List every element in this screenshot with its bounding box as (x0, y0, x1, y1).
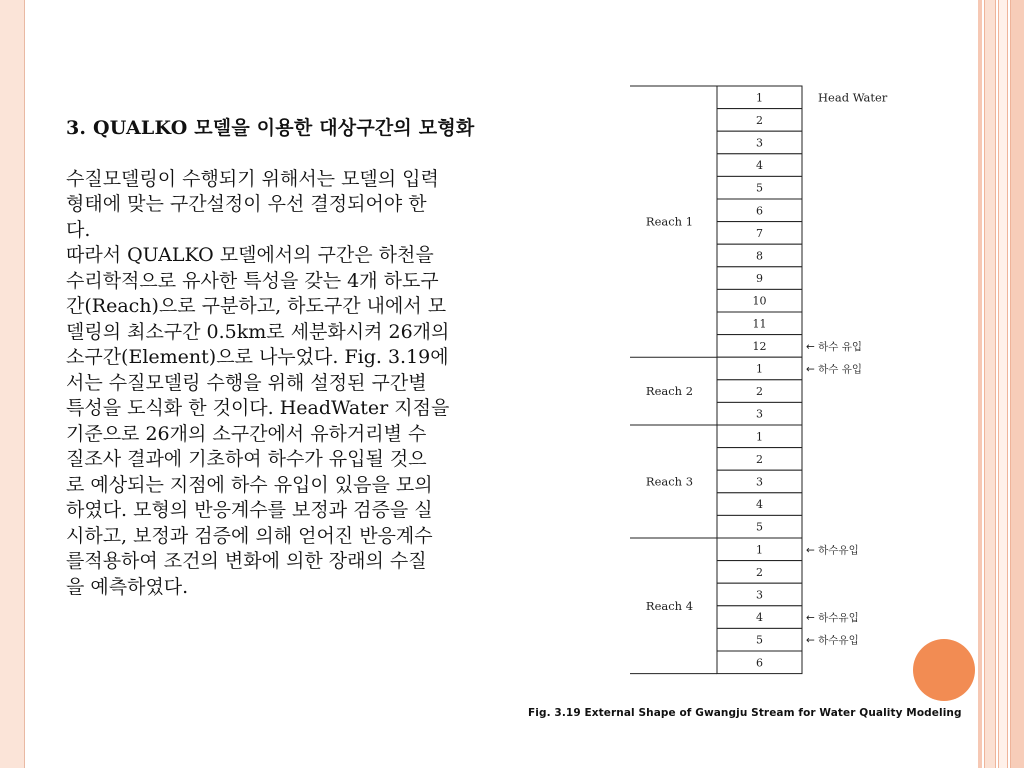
inflow-annotation: ← 하수 유입 (806, 340, 863, 353)
body-line: 질조사 결과에 기초하여 하수가 유입될 것으 (66, 448, 427, 470)
element-number: 1 (756, 362, 763, 376)
element-number: 3 (756, 407, 763, 421)
inflow-annotation: ← 하수유입 (806, 544, 859, 557)
figure-caption: Fig. 3.19 External Shape of Gwangju Stream for Water Quality Modeling (528, 707, 962, 719)
element-number: 2 (756, 385, 763, 399)
body-line: 하였다. 모형의 반응계수를 보정과 검증을 실 (66, 499, 433, 521)
text-content (66, 116, 590, 600)
body-line: 다. (66, 218, 91, 241)
element-number: 3 (756, 588, 763, 602)
body-line: 시하고, 보정과 검증에 의해 얻어진 반응계수 (66, 524, 433, 547)
element-number: 4 (756, 498, 763, 512)
reach-label: Reach 1 (645, 214, 694, 229)
section-heading: 3. QUALKO 모델을 이용한 대상구간의 모형화 (66, 117, 475, 139)
element-number: 1 (756, 430, 763, 444)
element-number: 4 (756, 159, 763, 173)
body-line: 수질모델링이 수행되기 위해서는 모델의 입력 (66, 167, 439, 190)
element-number: 11 (752, 317, 767, 331)
reach-label: Reach 3 (645, 474, 694, 489)
element-number: 5 (756, 181, 763, 195)
element-number: 7 (756, 226, 763, 240)
reach-diagram (520, 80, 1000, 730)
element-number: 1 (756, 543, 763, 557)
element-number: 2 (756, 565, 763, 579)
element-number: 5 (756, 520, 763, 534)
element-number: 2 (756, 113, 763, 127)
element-number: 5 (756, 633, 763, 647)
body-line: 특성을 도식화 한 것이다. HeadWater 지점을 (66, 397, 450, 419)
body-line: 을 예측하였다. (66, 575, 189, 598)
body-paragraph (66, 167, 590, 601)
element-number: 9 (756, 272, 763, 286)
element-number: 6 (756, 204, 763, 218)
body-line: 델링의 최소구간 0.5km로 세분화시켜 26개의 (66, 320, 450, 343)
head-water-label: Head Water (818, 90, 888, 105)
body-line: 형태에 맞는 구간설정이 우선 결정되어야 한 (66, 193, 427, 215)
element-number: 2 (756, 452, 763, 466)
body-line: 간(Reach)으로 구분하고, 하도구간 내에서 모 (66, 295, 447, 317)
element-number: 1 (756, 91, 763, 105)
left-decorative-border (0, 0, 25, 768)
body-line: 로 예상되는 지점에 하수 유입이 있음을 모의 (66, 473, 433, 496)
body-line: 따라서 QUALKO 모델에서의 구간은 하천을 (66, 244, 434, 266)
reach-diagram-svg (520, 80, 1000, 730)
element-number: 4 (756, 611, 763, 625)
inflow-annotation: ← 하수 유입 (806, 363, 863, 376)
element-number: 10 (752, 294, 767, 308)
element-number: 3 (756, 136, 763, 150)
element-number: 3 (756, 475, 763, 489)
element-number: 12 (752, 339, 767, 353)
inflow-annotation: ← 하수유입 (806, 612, 859, 625)
body-line: 를적용하여 조건의 변화에 의한 장래의 수질 (66, 550, 427, 572)
body-line: 수리학적으로 유사한 특성을 갖는 4개 하도구 (66, 269, 439, 292)
reach-label: Reach 2 (645, 384, 694, 399)
body-line: 기준으로 26개의 소구간에서 유하거리별 수 (66, 422, 427, 445)
body-line: 서는 수질모델링 수행을 위해 설정된 구간별 (66, 371, 427, 394)
reach-label: Reach 4 (645, 598, 694, 613)
orange-circle-decoration (913, 639, 975, 701)
element-number: 8 (756, 249, 763, 263)
inflow-annotation: ← 하수유입 (806, 634, 859, 647)
element-number: 6 (756, 656, 763, 670)
body-line: 소구간(Element)으로 나누었다. Fig. 3.19에 (66, 346, 449, 368)
